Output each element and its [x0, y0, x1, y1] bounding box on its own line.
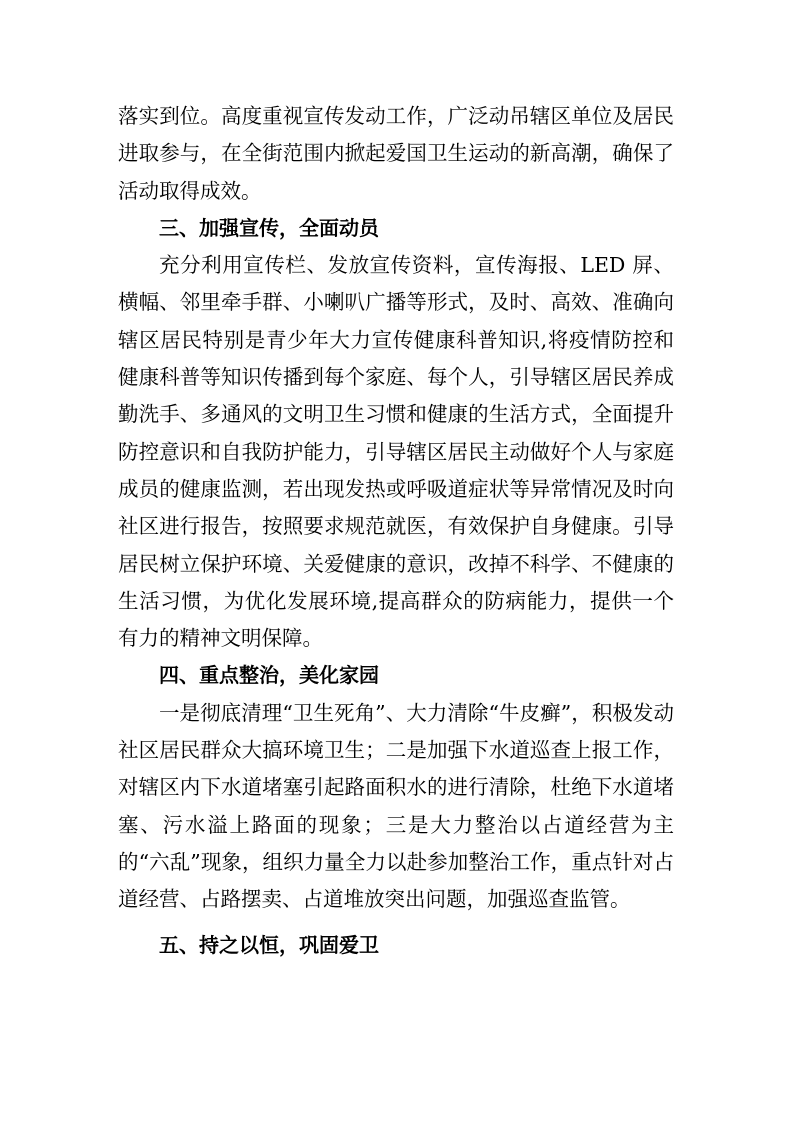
document-body [118, 98, 674, 964]
paragraph-intro: 落实到位。高度重视宣传发动工作，广泛动吊辖区单位及居民进取参与，在全街范围内掀起爱国卫生运动的新高潮，确保了活动取得成效。 [118, 104, 674, 203]
section-heading-4: 四、重点整治，美化家园 [159, 663, 379, 688]
paragraph-publicity: 充分利用宣传栏、发放宣传资料，宣传海报、LED 屏、横幅、邻里牵手群、小喇叭广播等形式，及时、高效、准确向辖区居民特别是青少年大力宣传健康科普知识,将疫情防控和健康科普等知识传播到每个家庭、每个人，引导辖区居民养成勤洗手、多通风的文明卫生习惯和健康的生活方式，全面提升防控意识和自我防护能力，引导辖区居民主动做好个人与家庭成员的健康监测，若出现发热或呼吸道症状等异常情况及时向社区进行报告，按照要求规范就医，有效保护自身健康。引导居民树立保护环境、关爱健康的意识，改掉不科学、不健康的生活习惯，为优化发展环境,提高群众的防病能力，提供一个有力的精神文明保障。 [118, 253, 674, 651]
section-heading-5: 五、持之以恒，巩固爱卫 [159, 932, 379, 957]
section-heading-3: 三、加强宣传，全面动员 [159, 215, 379, 240]
paragraph-rectification: 一是彻底清理“卫生死角”、大力清除“牛皮癣”，积极发动社区居民群众大搞环境卫生；二是加强下水道巡查上报工作，对辖区内下水道堵塞引起路面积水的进行清除，杜绝下水道堵塞、污水溢上路面的现象；三是大力整治以占道经营为主的“六乱”现象，组织力量全力以赴参加整治工作，重点针对占道经营、占路摆卖、占道堆放突出问题，加强巡查监管。 [118, 700, 674, 912]
